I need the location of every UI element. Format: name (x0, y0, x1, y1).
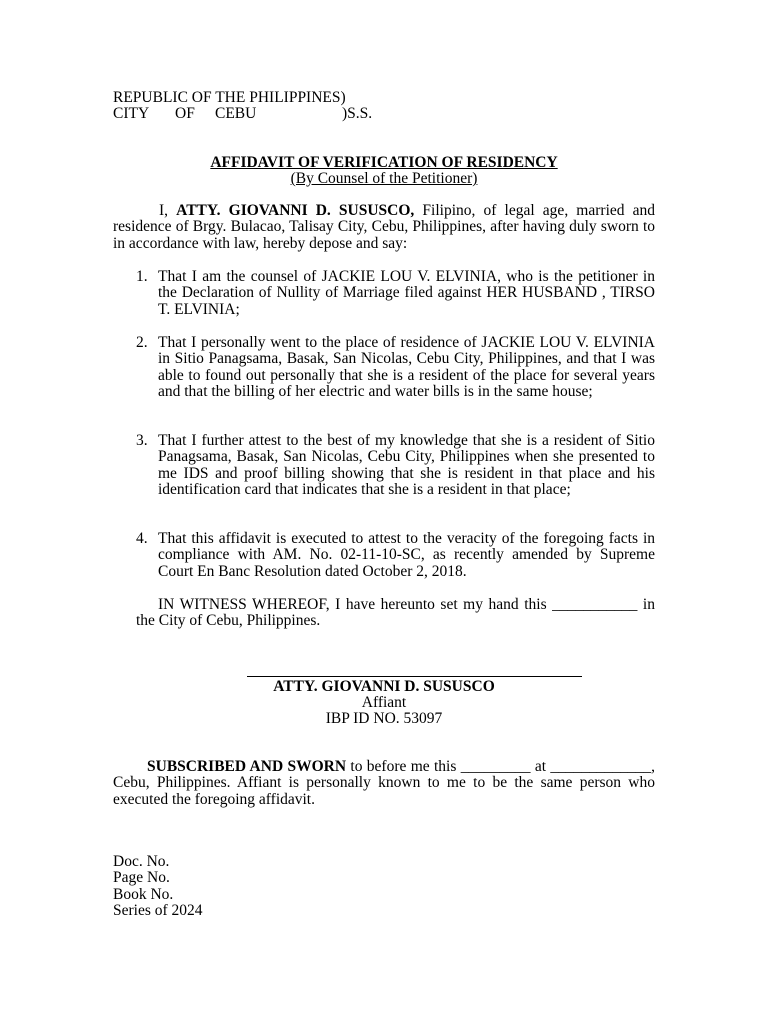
notary-book-no: Book No. (113, 886, 174, 903)
caption-cebu-word: CEBU (215, 105, 257, 122)
jurat-text: to before me this _________ at _____________, Cebu, Philippines. Affiant is personally known to me to be the same person who executed the foregoing affidavit. (113, 758, 655, 808)
intro-paragraph (113, 203, 655, 252)
list-item-text: That I further attest to the best of my knowledge that she is a resident of Sitio Panagsama, Basak, San Nicolas, Cebu City, Philippines when she presented to me IDS and proof billing showing that she is resident in that place and his identification card that indicates that she is a resident in that place; (158, 432, 655, 499)
affiant-name-inline: ATTY. GIOVANNI D. SUSUSCO, (176, 202, 415, 219)
notary-series: Series of 2024 (113, 902, 203, 919)
document-title: AFFIDAVIT OF VERIFICATION OF RESIDENCY (210, 154, 558, 171)
jurat-lead: SUBSCRIBED AND SWORN (147, 758, 347, 775)
caption-of-word: OF (175, 105, 195, 122)
caption-city-word: CITY (113, 105, 150, 122)
list-item-number: 1. (136, 268, 148, 285)
list-item-number: 4. (136, 530, 148, 547)
caption-republic: REPUBLIC OF THE PHILIPPINES) (113, 89, 346, 106)
intro-prefix: I, (159, 202, 177, 219)
signatory-ibp-id: IBP ID NO. 53097 (325, 710, 443, 727)
signature-line (247, 676, 582, 677)
list-item-number: 3. (136, 432, 148, 449)
caption-ss: )S.S. (342, 105, 373, 122)
notary-page-no: Page No. (113, 869, 170, 886)
list-item-text: That this affidavit is executed to attest to the veracity of the foregoing facts in compliance with AM. No. 02-11-10-SC, as recently amended by Supreme Court En Banc Resolution dated October 2, 2018. (158, 530, 655, 580)
jurat-paragraph (113, 759, 655, 808)
list-item-text: That I am the counsel of JACKIE LOU V. ELVINIA, who is the petitioner in the Declaration of Nullity of Marriage filed against HER HUSBAND , TIRSO T. ELVINIA; (158, 268, 655, 318)
witness-paragraph: IN WITNESS WHEREOF, I have hereunto set my hand this ___________ in the City of Cebu, Philippines. (136, 596, 655, 630)
signatory-role: Affiant (361, 694, 407, 711)
intro-text: Filipino, of legal age, married and residence of Brgy. Bulacao, Talisay City, Cebu, Philippines, after having duly sworn to in accordance with law, hereby depose and say: (113, 202, 656, 252)
signatory-name: ATTY. GIOVANNI D. SUSUSCO (273, 678, 495, 695)
caption-city (113, 106, 372, 122)
document-subtitle: (By Counsel of the Petitioner) (290, 170, 478, 187)
list-item-text: That I personally went to the place of residence of JACKIE LOU V. ELVINIA in Sitio Panagsama, Basak, San Nicolas, Cebu City, Philippines, and that I was able to found out personally that she is a resident of the place for several years and that the billing of her electric and water bills is in the same house; (158, 334, 655, 401)
notary-doc-no: Doc. No. (113, 853, 170, 870)
list-item-number: 2. (136, 334, 148, 351)
